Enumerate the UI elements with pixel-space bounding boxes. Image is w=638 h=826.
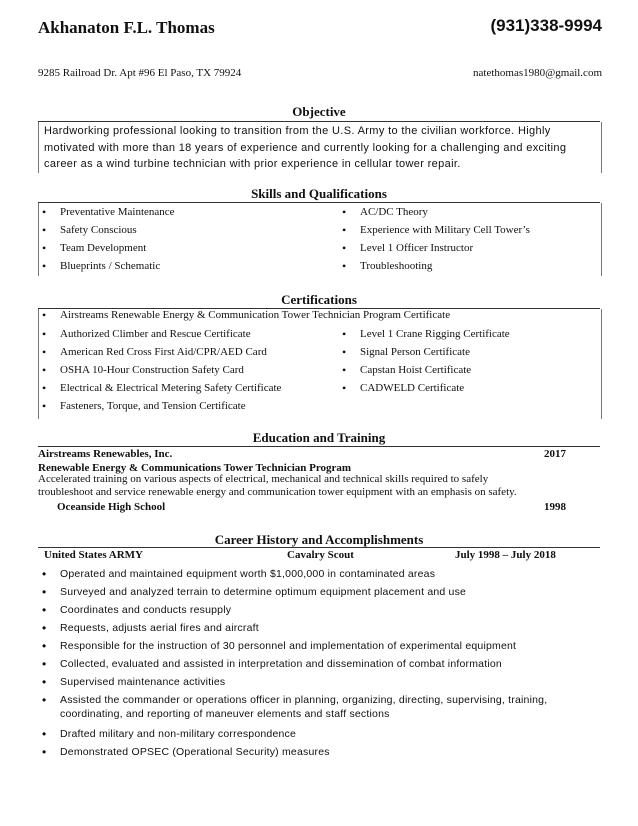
employment-dates: July 1998 – July 2018 bbox=[455, 549, 556, 561]
certifications-heading: Certifications bbox=[281, 292, 357, 307]
certifications-right-list bbox=[338, 325, 510, 397]
career-heading: Career History and Accomplishments bbox=[214, 532, 424, 547]
email-address: natethomas1980@gmail.com bbox=[473, 67, 602, 79]
list-item: • Signal Person Certificate bbox=[342, 345, 470, 359]
program-description-line: troubleshoot and service renewable energy and communication tower equipment with an emphasis on safety. bbox=[38, 486, 517, 498]
education-divider bbox=[38, 446, 600, 447]
list-item: • Preventative Maintenance bbox=[42, 205, 175, 219]
bullet-icon: • bbox=[42, 381, 47, 395]
mailing-address: 9285 Railroad Dr. Apt #96 El Paso, TX 79924 bbox=[38, 67, 242, 79]
skills-right-list bbox=[338, 203, 530, 275]
bullet-icon: • bbox=[42, 399, 47, 413]
list-item: • Troubleshooting bbox=[342, 259, 433, 273]
career-divider bbox=[38, 547, 600, 548]
list-item: • Experience with Military Cell Tower’s bbox=[342, 223, 530, 237]
list-item: • Team Development bbox=[42, 241, 147, 255]
job-title: Cavalry Scout bbox=[287, 549, 354, 561]
bullet-icon: • bbox=[42, 345, 47, 359]
skills-heading: Skills and Qualifications bbox=[251, 186, 387, 201]
list-item: • AC/DC Theory bbox=[342, 205, 428, 219]
bullet-icon: • bbox=[42, 205, 47, 219]
list-item: • CADWELD Certificate bbox=[342, 381, 465, 395]
bullet-icon: • bbox=[342, 205, 347, 219]
candidate-name: Akhanaton F.L. Thomas bbox=[38, 18, 215, 37]
bullet-icon: • bbox=[42, 223, 47, 237]
education-heading: Education and Training bbox=[252, 430, 386, 445]
certifications-left-list bbox=[38, 325, 281, 415]
list-item: • American Red Cross First Aid/CPR/AED Card bbox=[42, 345, 267, 359]
high-school-year: 1998 bbox=[544, 501, 566, 513]
school-year: 2017 bbox=[544, 448, 566, 460]
bullet-icon: • bbox=[342, 259, 347, 273]
bullet-icon: • bbox=[342, 223, 347, 237]
bullet-icon: • bbox=[342, 327, 347, 341]
career-accomplishments-list bbox=[38, 565, 578, 761]
bullet-icon: • bbox=[42, 675, 47, 689]
list-item: • Blueprints / Schematic bbox=[42, 259, 161, 273]
bullet-icon: • bbox=[342, 345, 347, 359]
bullet-icon: • bbox=[42, 308, 47, 322]
list-item: • Collected, evaluated and assisted in interpretation and dissemination of combat information bbox=[42, 657, 502, 671]
list-item: • Safety Conscious bbox=[42, 223, 137, 237]
bullet-icon: • bbox=[42, 567, 47, 581]
phone-number: (931)338-9994 bbox=[490, 16, 602, 35]
bullet-icon: • bbox=[42, 241, 47, 255]
list-item: • Level 1 Crane Rigging Certificate bbox=[342, 327, 510, 341]
list-item: • Requests, adjusts aerial fires and aircraft bbox=[42, 621, 259, 635]
list-item: • Drafted military and non-military correspondence bbox=[42, 727, 297, 741]
certifications-full-list bbox=[38, 306, 450, 324]
skills-left-list bbox=[38, 203, 175, 275]
bullet-icon: • bbox=[42, 639, 47, 653]
list-item: • Airstreams Renewable Energy & Communication Tower Technician Program Certificate bbox=[42, 308, 451, 322]
bullet-icon: • bbox=[42, 259, 47, 273]
list-item: • Assisted the commander or operations officer in planning, organizing, directing, supervising, training, coordinating, and reporting of maneuver elements and staff sections bbox=[42, 693, 548, 720]
bullet-icon: • bbox=[42, 327, 47, 341]
list-item: • Responsible for the instruction of 30 personnel and implementation of experimental equipment bbox=[42, 639, 517, 653]
bullet-icon: • bbox=[42, 585, 47, 599]
employer-name: United States ARMY bbox=[44, 549, 143, 561]
list-item: • Capstan Hoist Certificate bbox=[342, 363, 472, 377]
list-item: • Coordinates and conducts resupply bbox=[42, 603, 232, 617]
bullet-icon: • bbox=[42, 727, 47, 741]
list-item: • Demonstrated OPSEC (Operational Security) measures bbox=[42, 745, 330, 759]
bullet-icon: • bbox=[42, 745, 47, 759]
bullet-icon: • bbox=[42, 621, 47, 635]
list-item: • Level 1 Officer Instructor bbox=[342, 241, 474, 255]
objective-text: Hardworking professional looking to transition from the U.S. Army to the civilian workforce. Highly motivated with more than 18 years of experience and currently looking for a challenging and exciting career as a wind turbine technician with prior experience in cellular tower repair. bbox=[44, 125, 567, 170]
bullet-icon: • bbox=[342, 241, 347, 255]
list-item: • Surveyed and analyzed terrain to determine optimum equipment placement and use bbox=[42, 585, 467, 599]
list-item: • Fasteners, Torque, and Tension Certificate bbox=[42, 399, 246, 413]
bullet-icon: • bbox=[342, 381, 347, 395]
school-name: Airstreams Renewables, Inc. bbox=[38, 448, 173, 460]
list-item: • Operated and maintained equipment worth $1,000,000 in contaminated areas bbox=[42, 567, 436, 581]
bullet-icon: • bbox=[342, 363, 347, 377]
objective-heading: Objective bbox=[292, 104, 346, 119]
list-item: • Supervised maintenance activities bbox=[42, 675, 226, 689]
bullet-icon: • bbox=[42, 363, 47, 377]
bullet-icon: • bbox=[42, 603, 47, 617]
bullet-icon: • bbox=[42, 693, 47, 707]
bullet-icon: • bbox=[42, 657, 47, 671]
high-school-name: Oceanside High School bbox=[57, 501, 166, 513]
list-item: • Electrical & Electrical Metering Safety Certificate bbox=[42, 381, 282, 395]
list-item: • OSHA 10-Hour Construction Safety Card bbox=[42, 363, 244, 377]
program-description-line: Accelerated training on various aspects of electrical, mechanical and technical skills required to safely bbox=[38, 473, 489, 485]
list-item: • Authorized Climber and Rescue Certificate bbox=[42, 327, 251, 341]
program-name: Renewable Energy & Communications Tower Technician Program bbox=[38, 462, 352, 474]
